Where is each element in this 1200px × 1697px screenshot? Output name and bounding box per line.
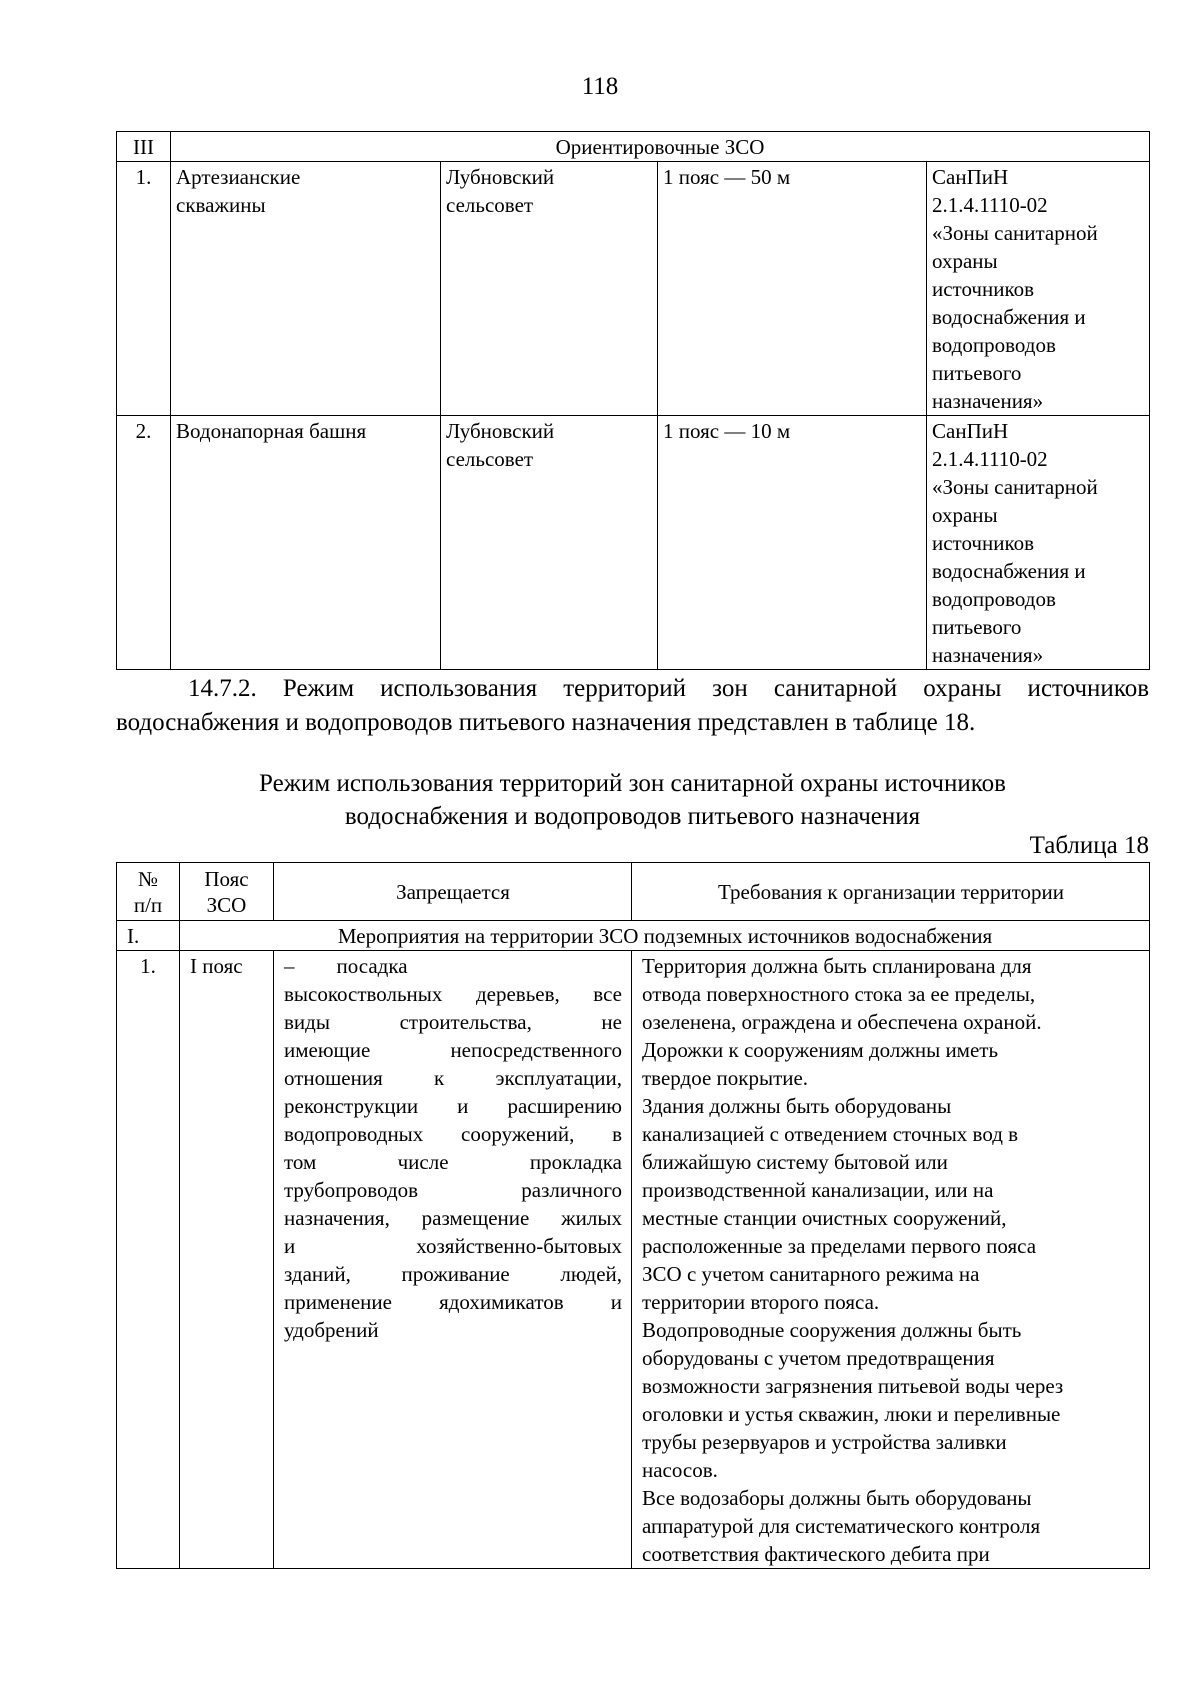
row-number: 1. [117,951,180,1569]
requirements-text: производственной канализации, или на [642,1178,994,1202]
requirements-text: озеленена, ограждена и обеспечена охраной. [642,1010,1042,1034]
table-caption [116,767,1149,833]
zone-size-cell: 1 пояс — 50 м [658,162,927,416]
requirements-text: аппаратурой для систематического контроля [642,1514,1041,1538]
prohibited-text: зданий, проживание людей, [284,1262,622,1286]
requirements-text: расположенные за пределами первого пояса [642,1234,1037,1258]
location-cell [441,162,658,416]
basis-text: СанПиН [932,419,1009,443]
prohibited-text: том числе прокладка [284,1150,622,1174]
requirements-text: территории второго пояса. [642,1290,880,1314]
location-text: Лубновский [446,419,555,443]
basis-text: СанПиН [932,165,1009,189]
basis-text: охраны [932,249,998,273]
header-requirements: Требования к организации территории [632,863,1150,921]
requirements-text: ЗСО с учетом санитарного режима на [642,1262,980,1286]
section-number: I. [117,921,180,951]
prohibited-text: применение ядохимикатов и [284,1290,622,1314]
zone-regime-table [116,862,1150,1569]
requirements-text: отвода поверхностного стока за ее пределы, [642,982,1036,1006]
prohibited-text: отношения к эксплуатации, [284,1066,622,1090]
basis-text: питьевого [932,615,1022,639]
location-text: сельсовет [446,447,534,471]
requirements-cell [632,951,1150,1569]
table-label: Таблица 18 [1029,832,1149,859]
section-paragraph: 14.7.2. Режим использования территорий зон санитарной охраны источников водоснабжения и водопроводов питьевого назначения представлен в таблице 18. [116,675,1149,736]
requirements-text: местные станции очистных сооружений, [642,1206,1007,1230]
basis-text: «Зоны санитарной [932,221,1098,245]
basis-text: 2.1.4.1110-02 [932,447,1048,471]
header-belt [180,863,274,921]
basis-text: источников [932,277,1035,301]
requirements-text: ближайшую систему бытовой или [642,1150,948,1174]
object-text: скважины [176,193,266,217]
basis-text: назначения» [932,389,1044,413]
row-number: 2. [117,416,171,670]
basis-text: водоснабжения и [932,305,1086,329]
section-title: Ориентировочные ЗСО [171,132,1150,162]
header-num [117,863,180,921]
prohibited-text: имеющие непосредственного [284,1038,622,1062]
row-number: 1. [117,162,171,416]
table-header-row [117,863,1150,921]
requirements-text: Водопроводные сооружения должны быть [642,1318,1022,1342]
prohibited-text: трубопроводов различного [284,1178,622,1202]
section-number: III [117,132,171,162]
object-cell [171,162,441,416]
header-text: Пояс [204,867,249,891]
basis-cell [927,416,1150,670]
requirements-text: насосов. [642,1458,718,1482]
caption-line: Режим использования территорий зон санитарной охраны источников [259,770,1006,797]
basis-text: охраны [932,503,998,527]
basis-text: источников [932,531,1035,555]
table-row [117,162,1150,416]
requirements-text: соответствия фактического дебита при [642,1542,990,1566]
requirements-text: возможности загрязнения питьевой воды через [642,1374,1064,1398]
prohibited-text: удобрений [284,1318,379,1342]
caption-line: водоснабжения и водопроводов питьевого назначения [344,803,921,830]
requirements-text: Дорожки к сооружениям должны иметь [642,1038,999,1062]
prohibited-text: и хозяйственно-бытовых [284,1234,622,1258]
header-text: п/п [133,893,163,917]
section-title: Мероприятия на территории ЗСО подземных источников водоснабжения [180,921,1150,951]
basis-text: водоснабжения и [932,559,1086,583]
table-row [117,951,1150,1569]
page-number: 118 [581,73,619,100]
prohibited-text: высокоствольных деревьев, все [284,982,622,1006]
table-row [117,416,1150,670]
basis-text: 2.1.4.1110-02 [932,193,1048,217]
requirements-text: оборудованы с учетом предотвращения [642,1346,995,1370]
table-section-row [117,921,1150,951]
header-prohibited: Запрещается [274,863,632,921]
object-cell [171,416,441,670]
requirements-text: трубы резервуаров и устройства заливки [642,1430,1007,1454]
prohibited-text: – посадка [284,954,408,978]
header-text: № [137,867,159,891]
requirements-text: твердое покрытие. [642,1066,809,1090]
object-text: Водонапорная башня [176,419,367,443]
sanitary-zones-table [116,131,1150,670]
zone-size-cell: 1 пояс — 10 м [658,416,927,670]
basis-text: питьевого [932,361,1022,385]
prohibited-cell [274,951,632,1569]
basis-text: водопроводов [932,333,1056,357]
requirements-text: Территория должна быть спланирована для [642,954,1032,978]
prohibited-text: водопроводных сооружений, в [284,1122,622,1146]
prohibited-text: реконструкции и расширению [284,1094,622,1118]
header-text: ЗСО [206,893,247,917]
requirements-text: оголовки и устья скважин, люки и переливные [642,1402,1061,1426]
basis-text: водопроводов [932,587,1056,611]
basis-text: назначения» [932,643,1044,667]
location-cell [441,416,658,670]
belt-cell: I пояс [180,951,274,1569]
requirements-text: канализацией с отведением сточных вод в [642,1122,1019,1146]
basis-text: «Зоны санитарной [932,475,1098,499]
prohibited-text: назначения, размещение жилых [284,1206,622,1230]
location-text: сельсовет [446,193,534,217]
prohibited-text: виды строительства, не [284,1010,622,1034]
requirements-text: Все водозаборы должны быть оборудованы [642,1486,1032,1510]
requirements-text: Здания должны быть оборудованы [642,1094,952,1118]
basis-cell [927,162,1150,416]
table-section-row [117,132,1150,162]
location-text: Лубновский [446,165,555,189]
object-text: Артезианские [176,165,301,189]
